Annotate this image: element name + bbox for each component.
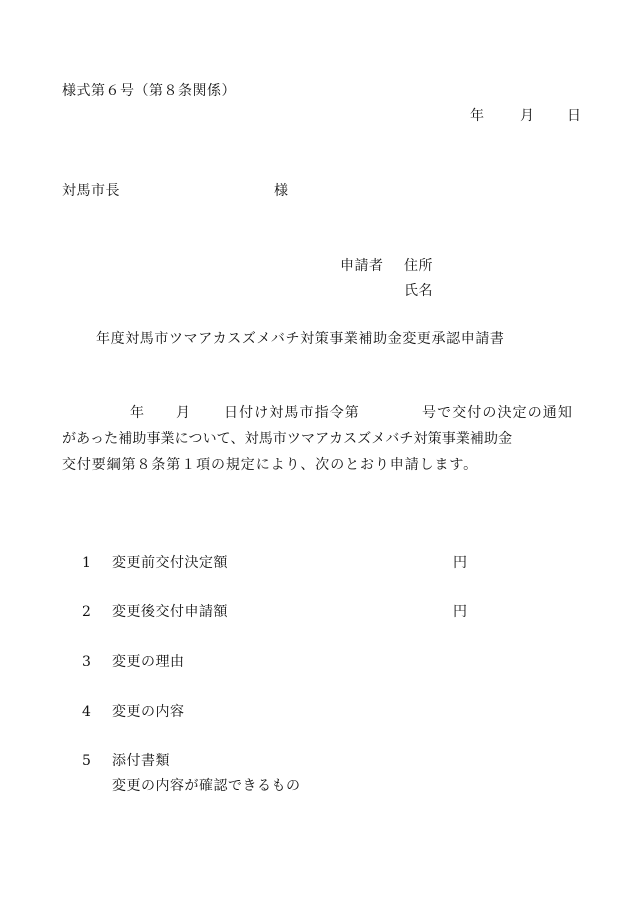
name-label: 氏名	[404, 283, 433, 299]
document-title: 年度対馬市ツマアカスズメバチ対策事業補助金変更承認申請書	[96, 331, 505, 347]
date-day: 日	[567, 108, 582, 124]
date-month: 月	[520, 108, 535, 124]
honorific: 様	[274, 183, 289, 199]
addressee: 対馬市長	[62, 183, 120, 199]
body-line-2: があった補助事業について、対馬市ツマアカスズメバチ対策事業補助金	[62, 431, 513, 447]
item-unit: 円	[453, 555, 468, 571]
body-number-suffix: 号で交付の決定の通知	[422, 405, 573, 421]
attachment-detail: 変更の内容が確認できるもの	[112, 778, 301, 794]
address-label: 住所	[404, 258, 433, 274]
item-label: 変更後交付申請額	[112, 604, 228, 620]
item-number: 3	[82, 654, 92, 670]
item-number: 2	[82, 604, 92, 620]
item-unit: 円	[453, 604, 468, 620]
applicant-label: 申請者	[340, 258, 384, 274]
item-label: 添付書類	[112, 753, 170, 769]
item-label: 変更前交付決定額	[112, 555, 228, 571]
form-number: 様式第６号（第８条関係）	[62, 83, 236, 99]
body-date-prefix: 日付け対馬市指令第	[224, 405, 360, 421]
body-line-3: 交付要綱第８条第１項の規定により、次のとおり申請します。	[62, 457, 479, 473]
body-year: 年	[130, 405, 145, 421]
item-number: 1	[82, 555, 92, 571]
item-number: 5	[82, 753, 92, 769]
body-month: 月	[176, 405, 191, 421]
item-label: 変更の理由	[112, 654, 185, 670]
item-label: 変更の内容	[112, 704, 185, 720]
date-year: 年	[470, 108, 485, 124]
item-number: 4	[82, 704, 92, 720]
